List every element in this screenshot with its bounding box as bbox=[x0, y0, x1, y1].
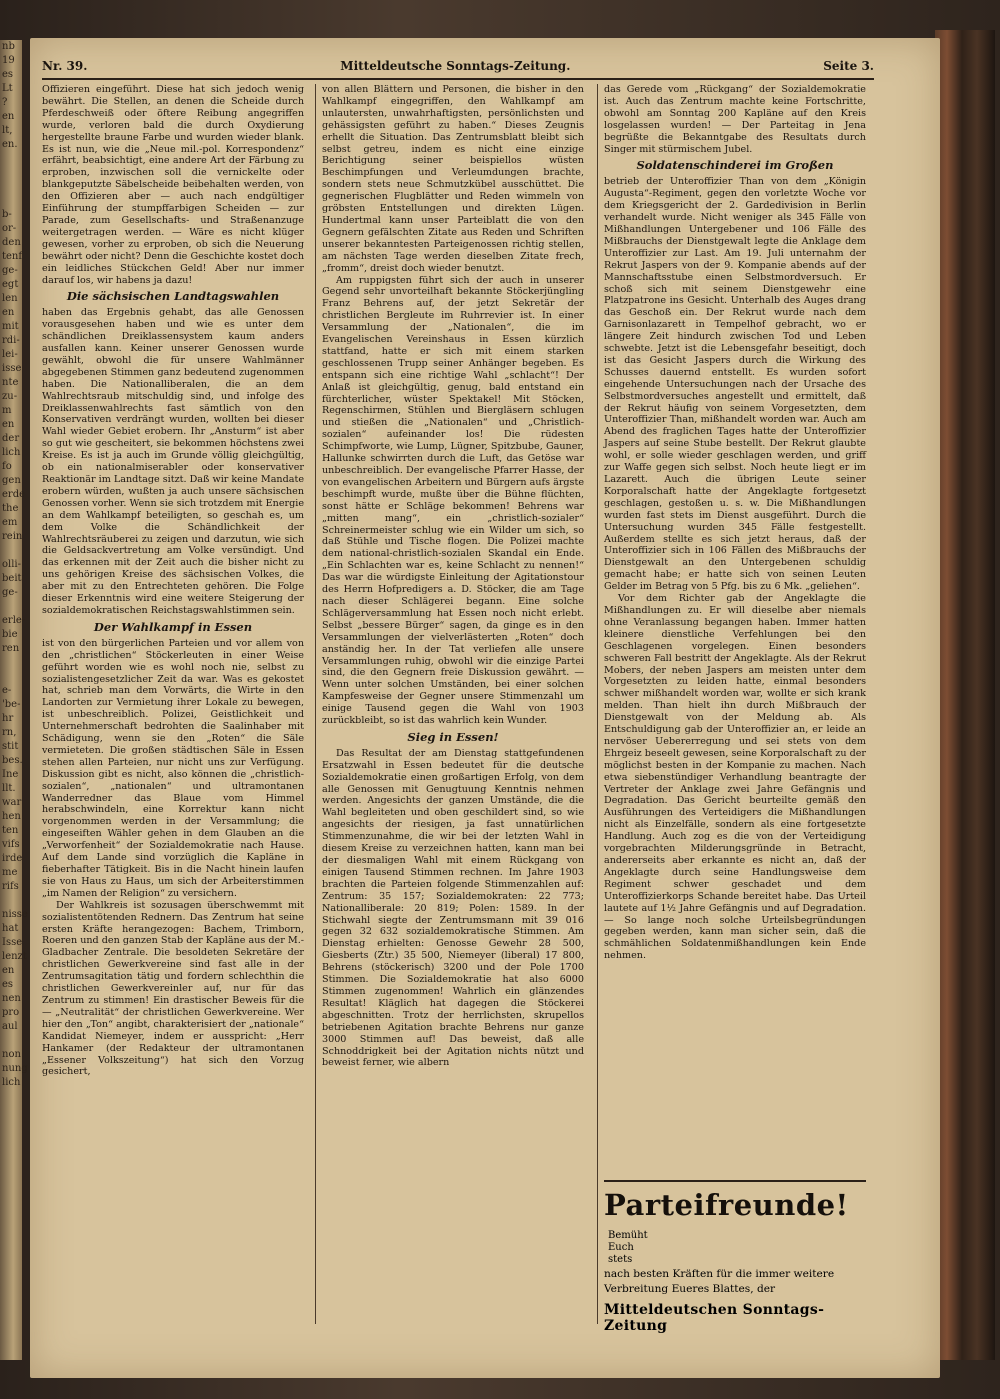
article-paragraph: betrieb der Unteroffizier Than von dem „Königin Augusta“-Regiment, gegen den vorletzte Woche vor dem Kriegsgericht der 2. Gardedivision in Berlin verhandelt wurde. Nicht weniger als 345 Fälle von Mißhandlungen Untergebener und 106 Fälle des Mißbrauchs der Dienstgewalt legte die Anklage dem Unteroffizier zur Last. Am 19. Juli unternahm der Rekrut Jaspers von der 9. Kompanie abends auf der Mannschaftsstube einen Selbstmordversuch. Er schoß sich mit seinem Dienstgewehr eine Platzpatrone ins Gesicht. Unterhalb des Auges drang das Geschoß ein. Der Rekrut wurde nach dem Garnisonlazarett in Tempelhof gebracht, wo er längere Zeit hindurch zwischen Tod und Leben schwebte. Jetzt ist die Lebensgefahr beseitigt, doch ist das Gesicht Jaspers durch die Wirkung des Schusses dauernd entstellt. Es wurden sofort eingehende Untersuchungen nach der Ursache des Selbstmordversuches angestellt und ermittelt, daß der Rekrut häufig von seinem Vorgesetzten, dem Unteroffizier Than, mißhandelt worden war. Auch am Abend des fraglichen Tages hatte der Unteroffizier Jaspers auf seine Stube bestellt. Der Rekrut glaubte wohl, er solle wieder geschlagen werden, und griff zur Waffe gegen sich selbst. Noch heute liegt er im Lazarett. Auch die übrigen Leute seiner Korporalschaft hatte der Angeklagte fortgesetzt geschlagen, gestoßen u. s. w. Die Mißhandlungen wurden fast stets im Dienst ausgeführt. Durch die Untersuchung wurden 345 Fälle festgestellt. Außerdem stellte es sich jetzt heraus, daß der Unteroffizier sich in 106 Fällen des Mißbrauchs der Dienstgewalt an den Untergebenen schuldig gemacht habe; er hatte sich von seinen Leuten Gelder im Betrag von 5 Pfg. bis zu 6 Mk. „geliehen“. bbox=[604, 176, 866, 593]
ad-headline: Parteifreunde! bbox=[604, 1188, 849, 1222]
article-heading: Soldatenschinderei im Großen bbox=[636, 158, 834, 173]
article-paragraph: haben das Ergebnis gehabt, das alle Genossen vorausgesehen haben und wie es unter dem schändlichen Dreiklassensystem kaum anders ausfallen kann. Keiner unserer Genossen wurde gewählt, obwohl die für unsere Wahlmänner abgegebenen Stimmen ganz bedeutend zugenommen haben. Die Nationalliberalen, die an dem Wahlrechtsraub mitschuldig sind, und infolge des Dreiklassenwahlrechts fast sämtlich von den Konservativen verdrängt wurden, wollten bei dieser Wahl wieder Gebiet erobern. Ihr „Ansturm“ ist aber so gut wie gescheitert, sie bekommen höchstens zwei Kreise. Es ist ja auch im Grunde völlig gleichgültig, ob ein nationalmiserabler oder konservativer Reaktionär im Landtage sitzt. Daß wir keine Mandate erobern würden, wußten ja auch unsere sächsischen Genossen vorher. Wenn sie sich trotzdem mit Energie an dem Wahlkampf beteiligten, so geschah es, um dem Volke die Schändlichkeit der Wahlrechtsräuberei zu zeigen und darzutun, wie sich die Geldsackvertretung am Volke versündigt. Und das erkennen mit der Zeit auch die bisher nicht zu uns gehörigen Kreise des sächsischen Volkes, die aber mit zu den Entrechteten gehören. Die Folge dieser Erkenntnis wird eine weitere Steigerung der sozialdemokratischen Reichstagswahlstimmen sein. bbox=[42, 307, 304, 616]
article-column-1 bbox=[42, 84, 304, 1346]
article-paragraph: Vor dem Richter gab der Angeklagte die Mißhandlungen zu. Er will dieselbe aber niemals ohne Veranlassung begangen haben. Immer hatten kleinere dienstliche Verfehlungen bei den Geschlagenen vorgelegen. Einen besonders schweren Fall bestritt der Angeklagte. Als der Rekrut Mobers, der neben Jaspers am meisten unter dem Vorgesetzten zu leiden hatte, einmal besonders schwer mißhandelt worden war, wollte er sich krank melden. Than hielt ihn durch Mißbrauch der Dienstgewalt von der Meldung ab. Als Entschuldigung gab der Unteroffizier an, er leide an nervöser Uebererregung und sei stets von dem Ehrgeiz beseelt gewesen, seine Korporalschaft zu der möglichst besten in der Kompanie zu machen. Nach etwa siebenstündiger Verhandlung beantragte der Vertreter der Anklage zwei Jahre Gefängnis und Degradation. Das Gericht beurteilte gemäß den Ausführungen des Verteidigers die Mißhandlungen nicht als Einzelfälle, sondern als eine fortgesetzte Handlung. Auch zog es die von der Verteidigung vorgebrachten Milderungsgründe in Betracht, andererseits aber erkannte es nicht an, daß der Angeklagte durch seine Handlungsweise dem Regiment schwer geschadet und dem Unteroffizierkorps Schande bereitet habe. Das Urteil lautete auf 1½ Jahre Gefängnis und auf Degradation. — So lange noch solche Urteilsbegründungen gegeben werden, kann man sicher sein, daß die schmählichen Soldatenmißhandlungen kein Ende nehmen. bbox=[604, 593, 866, 962]
book-edge bbox=[935, 30, 995, 1360]
article-column-2 bbox=[322, 84, 584, 1292]
column-divider bbox=[597, 84, 598, 1324]
ad-line-1: nach besten Kräften für die immer weitere bbox=[604, 1268, 835, 1280]
article-paragraph: Der Wahlkreis ist sozusagen überschwemmt mit sozialistentötenden Rednern. Das Zentrum hat seine ersten Kräfte herangezogen: Bachem, Trimborn, Roeren und den ganzen Stab der Kapläne aus der M.-Gladbacher Zentrale. Die besoldeten Sekretäre der christlichen Gewerkvereine sind fast alle in der Zentrumsagitation tätig und fordern schlechthin die christlichen Gewerkvereinler auf, nur für das Zentrum zu stimmen! Ein drastischer Beweis für die — „Neutralität“ der christlichen Gewerkvereine. Wer hier den „Ton“ angibt, charakterisiert der „nationale“ Kandidat Niemeyer, indem er ausspricht: „Herr Hankamer (der Redakteur der ultramontanen „Essener Volkszeitung“) hat sich den Vorzug gesichert, bbox=[42, 899, 304, 1078]
article-paragraph: von allen Blättern und Personen, die bisher in den Wahlkampf eingegriffen, den Wahlkampf am unlautersten, unwahrhaftigsten, persönlichsten und gehässigsten geführt zu haben.“ Dieses Zeugnis erhellt die Situation. Das Zentrumsblatt bleibt sich selbst getreu, indem es nicht eine einzige Berichtigung seiner beispiellos wüsten Beschimpfungen und Verleumdungen brachte, sondern stets neue Schmutzkübel ausschüttet. Die gegnerischen Flugblätter und Reden wimmeln von gröbsten Entstellungen und direkten Lügen. Hundertmal kann unser Parteiblatt die von den Gegnern gefälschten Zitate aus Reden und Schriften unserer bekanntesten Parteigenossen richtig stellen, am nächsten Tage werden dieselben Zitate frech, „fromm“, dreist doch wieder benutzt. bbox=[322, 84, 584, 274]
ad-side-text: Bemüht Euch stets bbox=[608, 1230, 648, 1265]
article-heading: Sieg in Essen! bbox=[407, 729, 499, 744]
article-paragraph: Das Resultat der am Dienstag stattgefundenen Ersatzwahl in Essen bedeutet für die deutsche Sozialdemokratie einen großartigen Erfolg, von dem alle Genossen mit Genugtuung Kenntnis nehmen werden. Angesichts der ganzen Umstände, die die Wahl begleiteten und oben geschildert sind, so wie angesichts der riesigen, ja fast unnatürlichen Stimmenzunahme, die wir bei der letzten Wahl in diesem Kreise zu verzeichnen hatten, kann man bei der diesmaligen Wahl mit einem Rückgang von einigen Tausend Stimmen rechnen. Im Jahre 1903 brachten die Parteien folgende Stimmenzahlen auf: Zentrum: 35 157; Sozialdemokraten: 22 773; Nationalliberale: 20 819; Polen: 1589. In der Stichwahl siegte der Zentrumsmann mit 39 016 gegen 32 632 sozialdemokratische Stimmen. Am Dienstag erhielten: Genosse Gewehr 28 500, Giesberts (Ztr.) 35 500, Niemeyer (liberal) 17 800, Behrens (stöckerisch) 3200 und der Pole 1700 Stimmen. Die Sozialdemokratie hat also 6000 Stimmen zugenommen! Wahrlich ein glänzendes Resultat! Kläglich hat dagegen die Stöckerei abgeschnitten. Trotz der herrlichsten, skrupellos betriebenen Agitation brachte Behrens nur ganze 3000 Stimmen auf! Das beweist, daß alle Schnoddrigkeit bei der Agitation nichts nützt und beweist ferner, wie albern bbox=[322, 747, 584, 1069]
article-paragraph: das Gerede vom „Rückgang“ der Sozialdemokratie ist. Auch das Zentrum machte keine Fortschritte, obwohl am Sonntag 200 Kapläne auf den Kreis losgelassen wurden! — Der Parteitag in Jena begrüßte die Bekanntgabe des Resultats durch Singer mit stürmischem Jubel. bbox=[604, 84, 866, 155]
advertisement bbox=[604, 1180, 866, 1334]
header-rule bbox=[42, 78, 874, 80]
article-paragraph: Offizieren eingeführt. Diese hat sich jedoch wenig bewährt. Die Stellen, an denen die Scheide durch Pferdeschweiß oder öftere Reibung angegriffen wurde, verloren bald die durch Oxydierung hergestellte braune Farbe und wurden wieder blank. Es ist nun, wie die „Neue mil.-pol. Korrespondenz“ erfährt, beabsichtigt, eine andere Art der Färbung zu erproben, inzwischen soll die vernickelte oder blankgeputzte Säbelscheide beibehalten werden, von den Offizieren aber — auch nach endgültiger Einführung der stumpffarbigen Scheiden — zur Parade, zum Gesellschafts- und Straßenanzuge weitergetragen werden. — Wäre es nicht klüger gewesen, vorher zu erproben, ob sich die Neuerung bewährt oder nicht? Denn die Geschichte kostet doch ein leidliches Stückchen Geld! Aber nur immer darauf los, wir habens ja dazu! bbox=[42, 84, 304, 286]
article-heading: Der Wahlkampf in Essen bbox=[93, 619, 253, 634]
article-paragraph: Am ruppigsten führt sich der auch in unserer Gegend sehr unvorteilhaft bekannte Stöckerjüngling Franz Behrens auf, der jetzt Sekretär der christlichen Bergleute im Ruhrrevier ist. In einer Versammlung der „Nationalen“, die im Evangelischen Vereinshaus in Essen kürzlich stattfand, hatte er sich mit einem starken geschlossenen Trupp seiner Anhänger begeben. Es entspann sich eine richtige Wahl „schlacht“! Der Anlaß ist gleichgültig, genug, bald entstand ein fürchterlicher, wüster Spektakel! Mit Stöcken, Regenschirmen, Stühlen und Biergläsern schlugen und stießen die „Nationalen“ und „Christlich-sozialen“ aufeinander los! Die rüdesten Schimpfworte, wie Lump, Lügner, Spitzbube, Gauner, Hallunke schwirrten durch die Luft, das Getöse war unbeschreiblich. Der evangelische Pfarrer Hasse, der von evangelischen Arbeitern und Bürgern aufs ärgste beschimpft wurde, mußte über die Bühne flüchten, sonst hätte er Schläge bekommen! Behrens war „mitten mang“, ein „christlich-sozialer“ Schreinermeister schlug wie ein Wilder um sich, so daß Stühle und Tische flogen. Die Polizei machte dem national-christlich-sozialen Skandal ein Ende. „Ein Schlachten war es, keine Schlacht zu nennen!“ Das war die würdigste Einleitung der Agitationstour des Herrn Hofpredigers a. D. Stöcker, die am Tage nach dieser Schlägerei begann. Eine solche Schlägerversammlung hat Essen noch nicht erlebt. Selbst „bessere Bürger“ sagen, da ginge es in den Versammlungen der vielverlästerten „Roten“ doch anständig her. In der Tat verliefen alle unsere Versammlungen ruhig, obwohl wir die einzige Partei sind, die den Gegnern freie Diskussion gewährt. — Wenn unter solchen Umständen, bei einer solchen Kampfesweise der Gegner unsere Stimmenzahl um einige Tausend gegen die Wahl von 1903 zurückbleibt, so ist das wahrlich kein Wunder. bbox=[322, 274, 584, 727]
article-paragraph: ist von den bürgerlichen Parteien und vor allem von den „christlichen“ Stöckerleuten in einer Weise geführt worden wie es wohl noch nie, selbst zu sozialistengesetzlicher Zeit da war. Was es gekostet hat, schrieb man dem Vorwärts, die Wirte in den Landorten zur Vermietung ihrer Lokale zu bewegen, ist unbeschreiblich. Polizei, Geistlichkeit und Unternehmerschaft bedrohten die Saalinhaber mit Schädigung, wenn sie den „Roten“ die Säle vermieteten. Die großen städtischen Säle in Essen stehen allen Parteien, nur nicht uns zur Verfügung. Diskussion gibt es nicht, also können die „christlich-sozialen“, „nationalen“ und ultramontanen Wanderredner das Blaue vom Himmel herabschwindeln, eine Korrektur kann nicht vorgenommen werden in der Versammlung; die eingeseiften Wähler gehen in dem Glauben an die „Verworfenheit“ der Sozialdemokratie nach Hause. Auf dem Lande sind vorzüglich die Kapläne in fieberhafter Tätigkeit. Bis in die Nacht hinein laufen sie von Haus zu Haus, um sich der Arbeiterstimmen „im Namen der Religion“ zu versichern. bbox=[42, 637, 304, 899]
page-header bbox=[42, 56, 874, 76]
article-heading: Die sächsischen Landtagswahlen bbox=[66, 289, 280, 304]
newspaper-title: Mitteldeutsche Sonntags-Zeitung. bbox=[340, 59, 571, 73]
page-number: Seite 3. bbox=[823, 59, 874, 73]
ad-newspaper-name: Mitteldeutschen Sonntags-Zeitung bbox=[604, 1302, 825, 1334]
issue-number: Nr. 39. bbox=[42, 59, 88, 73]
ad-line-2: Verbreitung Eueres Blattes, der bbox=[604, 1283, 776, 1295]
previous-page-edge bbox=[0, 40, 28, 1360]
column-divider bbox=[315, 84, 316, 1324]
article-column-3 bbox=[604, 84, 866, 1164]
previous-page-fragment: nb 19 es Lt ? en lt, en. b- or- den tenf ge- egt len en mit rdi- lei- isse nte zu- m en der lich fo gen erde the em rein olli- beit ge- erle- bie ren e- 'be- hr rn, stit bes. Ine llt. war hen ten vifs irde me rifs nisse hat Isse lenzt en es nen pro aul non nung lich bbox=[2, 41, 28, 1088]
